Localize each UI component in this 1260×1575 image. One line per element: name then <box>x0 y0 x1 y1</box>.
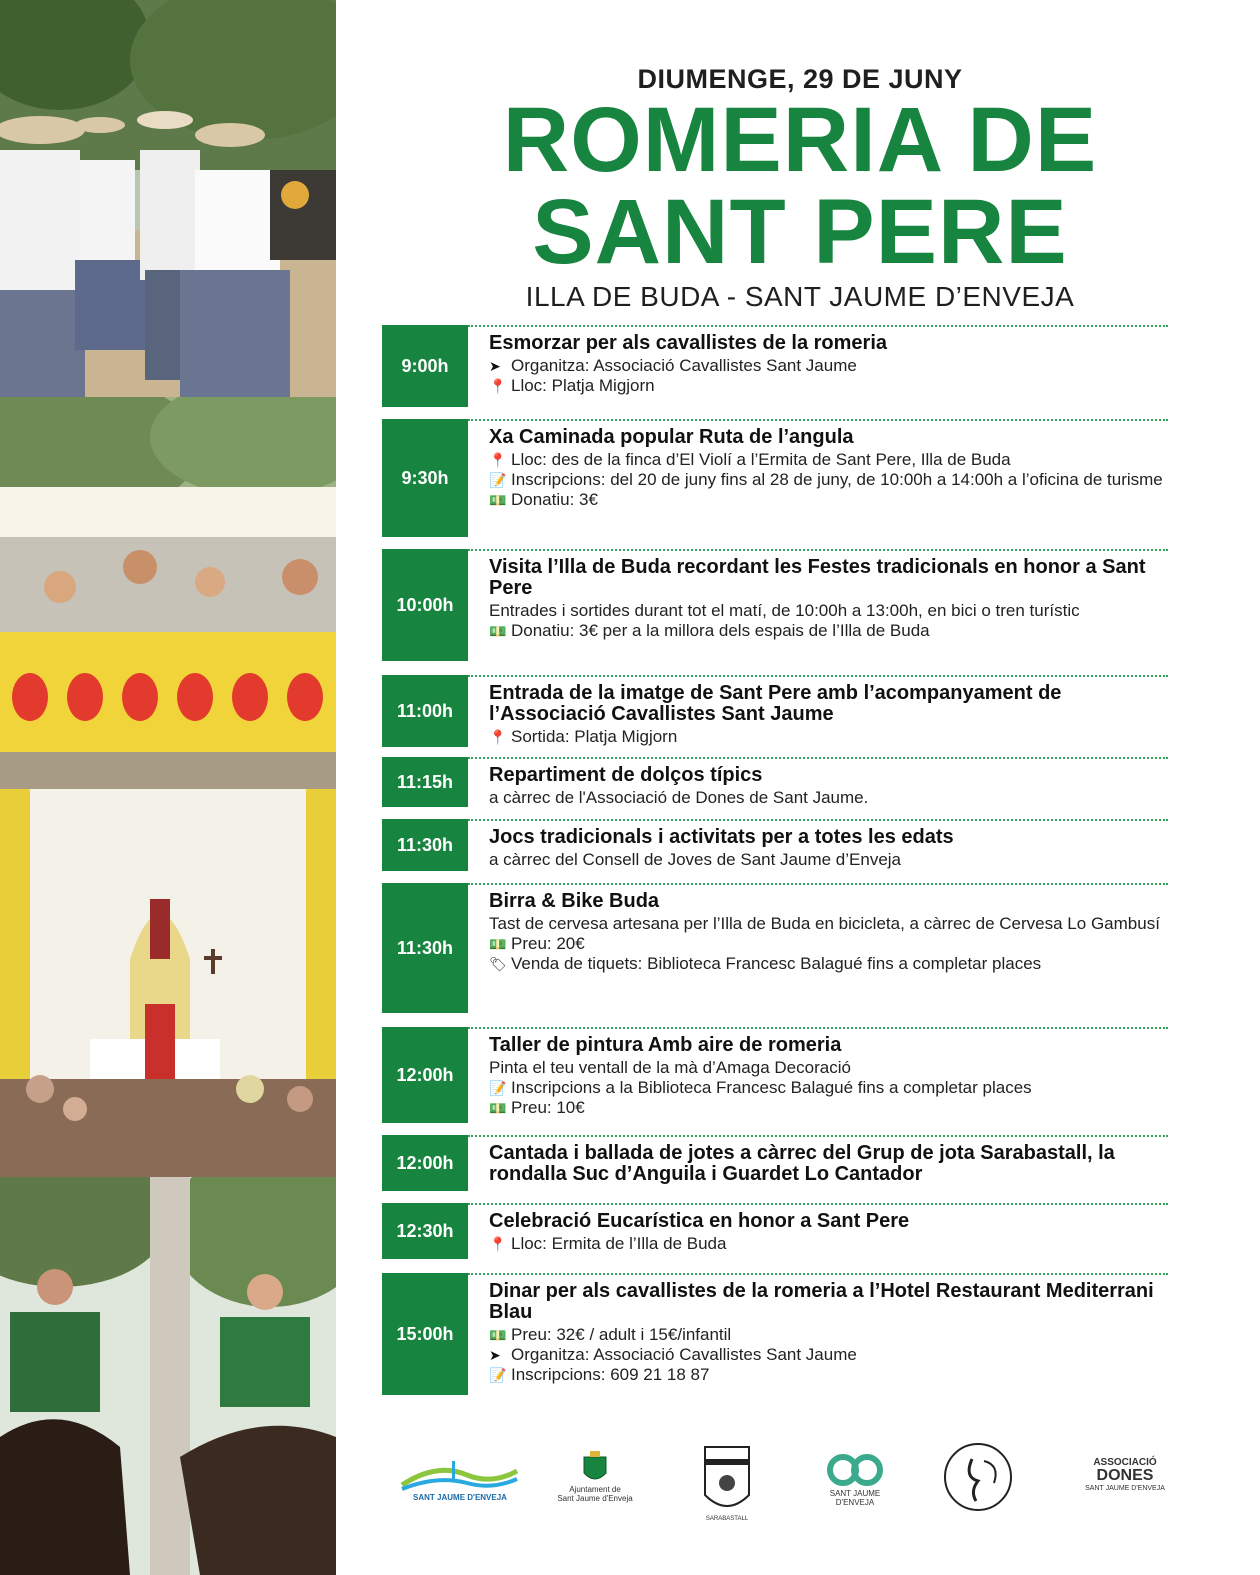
money-icon: 💵 <box>489 936 507 952</box>
money-icon: 💵 <box>489 492 507 508</box>
schedule-item <box>382 325 1168 407</box>
event-info <box>468 1273 1168 1395</box>
event-info <box>468 757 1168 807</box>
pin-icon: 📍 <box>489 378 507 394</box>
event-title: Dinar per als cavallistes de la romeria a l’Hotel Restaurant Mediterrani Blau <box>489 1280 1154 1323</box>
schedule-item <box>382 549 1168 661</box>
event-line: 📝 Inscripcions: 609 21 18 87 <box>489 1365 710 1384</box>
event-line: 📝 Inscripcions a la Biblioteca Francesc Balagué fins a completar places <box>489 1078 1032 1097</box>
event-line: 📝 Inscripcions: del 20 de juny fins al 28 de juny, de 10:00h a 14:00h a l’oficina de turisme <box>489 470 1163 489</box>
event-time: 11:15h <box>382 757 468 807</box>
schedule <box>382 325 1168 1395</box>
event-time: 11:30h <box>382 883 468 1013</box>
schedule-item <box>382 819 1168 871</box>
title-line-2: SANT PERE <box>532 181 1068 283</box>
event-title: Repartiment de dolços típics <box>489 764 763 786</box>
schedule-item <box>382 675 1168 747</box>
event-line: 📍 Lloc: Platja Migjorn <box>489 376 655 395</box>
photo-dancers <box>0 0 336 397</box>
event-line: 💵 Donatiu: 3€ <box>489 490 598 509</box>
event-info <box>468 1135 1168 1191</box>
event-line: 💵 Preu: 32€ / adult i 15€/infantil <box>489 1325 732 1344</box>
event-line: 💵 Preu: 10€ <box>489 1098 585 1117</box>
event-title: Celebració Eucarística en honor a Sant Pere <box>489 1210 910 1232</box>
logo-horse <box>940 1441 1016 1513</box>
event-title: Entrada de la imatge de Sant Pere amb l’acompanyament de l’Associació Cavallistes Sant Jaume <box>489 682 1062 725</box>
event-time: 12:00h <box>382 1135 468 1191</box>
event-line: 📍 Sortida: Platja Migjorn <box>489 727 678 746</box>
event-description: Tast de cervesa artesana per l’Illa de Buda en bicicleta, a càrrec de Cervesa Lo Gambusí <box>489 914 1160 933</box>
event-line: ➤ Organitza: Associació Cavallistes Sant Jaume <box>489 1345 857 1364</box>
arrow-icon: ➤ <box>489 1347 501 1363</box>
event-line: ➤ Organitza: Associació Cavallistes Sant Jaume <box>489 356 857 375</box>
event-title: Visita l’Illa de Buda recordant les Festes tradicionals en honor a Sant Pere <box>489 556 1146 599</box>
event-location: ILLA DE BUDA - SANT JAUME D’ENVEJA <box>525 281 1075 312</box>
money-icon: 💵 <box>489 1327 507 1343</box>
page-title <box>340 89 1260 283</box>
event-line: 📍 Lloc: des de la finca d’El Violí a l’Ermita de Sant Pere, Illa de Buda <box>489 450 1011 469</box>
photo-riders <box>0 1177 336 1575</box>
event-info <box>468 1027 1168 1123</box>
event-info <box>468 549 1168 661</box>
schedule-item <box>382 1203 1168 1259</box>
event-time: 9:00h <box>382 325 468 407</box>
pin-icon: 📍 <box>489 452 507 468</box>
event-line: 🏷 Venda de tiquets: Biblioteca Francesc Balagué fins a completar places <box>489 954 1042 973</box>
event-line: 📍 Lloc: Ermita de l’Illa de Buda <box>489 1234 727 1253</box>
title-line-1: ROMERIA DE <box>502 89 1098 191</box>
event-line: 💵 Donatiu: 3€ per a la millora dels espais de l’Illa de Buda <box>489 621 930 640</box>
event-title: Esmorzar per als cavallistes de la romeria <box>489 332 887 354</box>
photo-column <box>0 0 336 1575</box>
event-time: 11:30h <box>382 819 468 871</box>
money-icon: 💵 <box>489 1100 507 1116</box>
sponsor-logos <box>380 1435 1260 1555</box>
photo-chapel <box>0 789 336 1177</box>
photo-train <box>0 397 336 789</box>
clipboard-icon: 📝 <box>489 1080 507 1096</box>
event-info <box>468 419 1168 537</box>
event-time: 15:00h <box>382 1273 468 1395</box>
event-title: Cantada i ballada de jotes a càrrec del Grup de jota Sarabastall, la rondalla Suc d’Anguila i Guardet Lo Cantador <box>489 1142 1115 1185</box>
event-title: Taller de pintura Amb aire de romeria <box>489 1034 842 1056</box>
logo-sant-jaume: SANT JAUME D'ENVEJA <box>395 1457 525 1502</box>
schedule-item <box>382 419 1168 537</box>
event-info <box>468 325 1168 407</box>
logo-sarabastall: SARABASTALL <box>700 1445 754 1524</box>
event-date: DIUMENGE, 29 DE JUNY <box>637 64 963 94</box>
logo-ajuntament: Ajuntament de Sant Jaume d'Enveja <box>550 1451 640 1503</box>
event-time: 11:00h <box>382 675 468 747</box>
event-title: Birra & Bike Buda <box>489 890 660 912</box>
event-info <box>468 819 1168 871</box>
arrow-icon: ➤ <box>489 358 501 374</box>
event-title: Xa Caminada popular Ruta de l’angula <box>489 426 854 448</box>
pin-icon: 📍 <box>489 729 507 745</box>
event-info <box>468 675 1168 747</box>
logo-associacio-dones: ASSOCIACIÓ DONES SANT JAUME D'ENVEJA <box>1085 1457 1165 1492</box>
event-info <box>468 883 1168 1013</box>
schedule-item <box>382 757 1168 807</box>
schedule-item <box>382 883 1168 1013</box>
event-line: 💵 Preu: 20€ <box>489 934 585 953</box>
event-time: 9:30h <box>382 419 468 537</box>
event-time: 12:30h <box>382 1203 468 1259</box>
clipboard-icon: 📝 <box>489 472 507 488</box>
ticket-icon: 🏷 <box>489 956 507 972</box>
schedule-item <box>382 1027 1168 1123</box>
event-info <box>468 1203 1168 1259</box>
schedule-item <box>382 1135 1168 1191</box>
event-time: 12:00h <box>382 1027 468 1123</box>
clipboard-icon: 📝 <box>489 1367 507 1383</box>
event-time: 10:00h <box>382 549 468 661</box>
event-description: Pinta el teu ventall de la mà d’Amaga Decoració <box>489 1058 851 1077</box>
event-description: Entrades i sortides durant tot el matí, de 10:00h a 13:00h, en bici o tren turístic <box>489 601 1080 620</box>
schedule-item <box>382 1273 1168 1395</box>
pin-icon: 📍 <box>489 1236 507 1252</box>
logo-sa: SANT JAUME D'ENVEJA <box>820 1451 890 1507</box>
money-icon: 💵 <box>489 623 507 639</box>
event-description: a càrrec de l'Associació de Dones de Sant Jaume. <box>489 788 869 807</box>
event-title: Jocs tradicionals i activitats per a totes les edats <box>489 826 954 848</box>
event-description: a càrrec del Consell de Joves de Sant Jaume d’Enveja <box>489 850 902 869</box>
